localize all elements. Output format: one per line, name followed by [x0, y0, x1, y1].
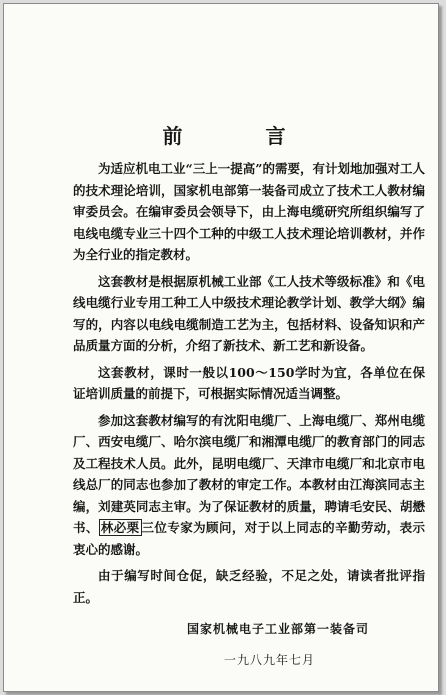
- date: 一九八九年七月: [224, 653, 316, 667]
- paragraph-2: 这套教材是根据原机械工业部《工人技术等级标准》和《电线电缆行业专用工种工人中级技术理论教学计划、教学大纲》编写的，内容以电线电缆制造工艺为主，包括材料、设备知识和产品质量方面的分析，介绍了新技术、新工艺和新设备。: [73, 273, 425, 353]
- paragraph-4: [73, 410, 425, 561]
- document-page: [3, 3, 439, 692]
- paragraph-3: 这套教材，课时一般以100～150学时为宜，各单位在保证培训质量的前提下，可根据实际情况适当调整。: [73, 364, 425, 401]
- paragraph-4-text-end: 三位专家为顾问，对于以上同志的辛勤劳动，表示衷心的感谢。: [73, 520, 425, 557]
- signature: 国家机械电子工业部第一装备司: [187, 622, 370, 636]
- paragraph-1: 为适应机电工业“三上一提高”的需要，有计划地加强对工人的技术理论培训，国家机电部第一装备司成立了技术工人教材编审委员会。在编审委员会领导下，由上海电缆研究所组织编写了电线电缆专业三十四个工种的中级工人技术理论培训教材，并作为全行业的指定教材。: [73, 161, 425, 262]
- preface-body: [73, 158, 425, 613]
- page-title: 前 言: [162, 124, 324, 148]
- paragraph-5: 由于编写时间仓促，缺乏经验，不足之处，请读者批评指正。: [73, 568, 425, 605]
- paragraph-4-text: 参加这套教材编写的有沈阳电缆厂、上海电缆厂、郑州电缆厂、西安电缆厂、哈尔滨电缆厂和湘潭电缆厂的教育部门的同志及工程技术人员。此外，昆明电缆厂、天津市电缆厂和北京市电线总厂的同志也参加了教材的审定工作。本教材由江海滨同志主编，刘建英同志主审。为了保证教材的质量，聘请毛安民、胡懋书、: [73, 412, 425, 535]
- boxed-name: 林必栗: [100, 520, 140, 535]
